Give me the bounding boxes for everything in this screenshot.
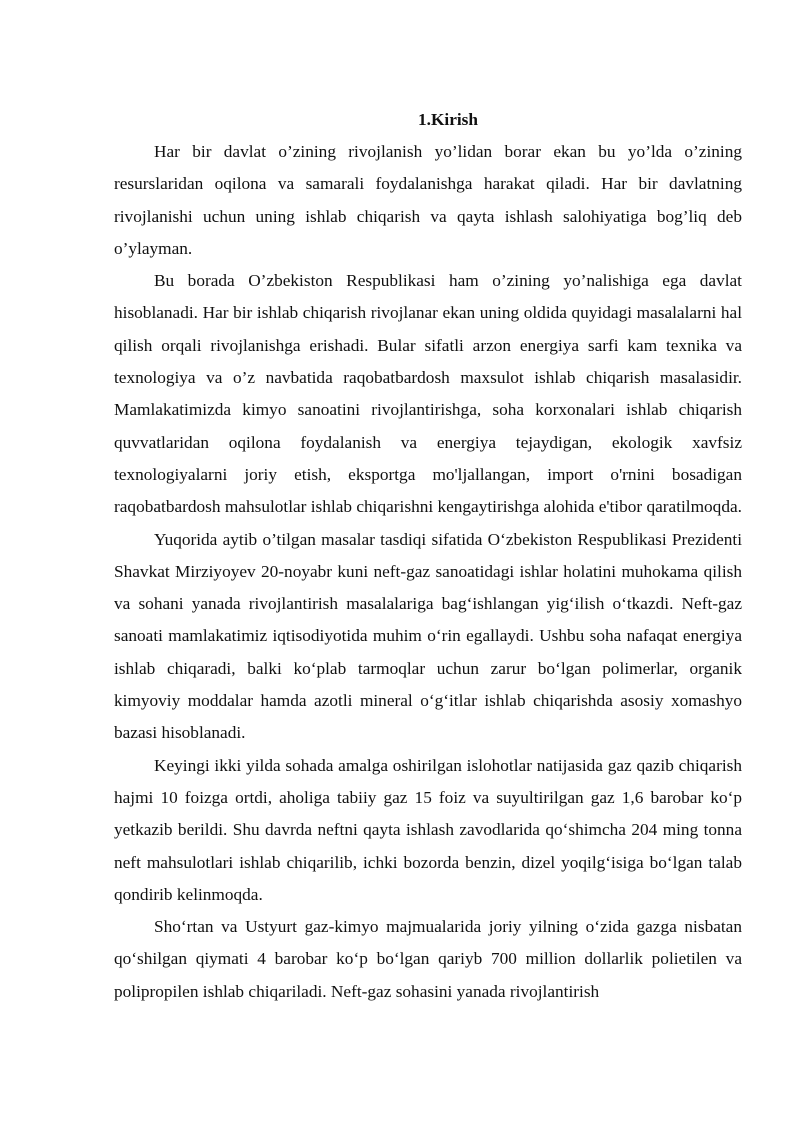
paragraph-5: Sho‘rtan va Ustyurt gaz-kimyo majmualarida joriy yilning o‘zida gazga nisbatan qo‘shilgan qiymati 4 barobar ko‘p bo‘lgan qariyb 700 million dollarlik polietilen va polipropilen ishlab chiqariladi. Neft-gaz sohasini yanada rivojlantirish <box>114 917 742 1001</box>
section-heading: 1.Kirish <box>417 110 478 129</box>
paragraph-3: Yuqorida aytib o’tilgan masalar tasdiqi sifatida O‘zbekiston Respublikasi Prezidenti Shavkat Mirziyoyev 20-noyabr kuni neft-gaz sanoatidagi ishlar holatini muhokama qilish va sohani yanada rivojlantirish masalalariga bag‘ishlangan yig‘ilish o‘tkazdi. Neft-gaz sanoati mamlakatimiz iqtisodiyotida muhim o‘rin egallaydi. Ushbu soha nafaqat energiya ishlab chiqaradi, balki ko‘plab tarmoqlar uchun zarur bo‘lgan polimerlar, organik kimyoviy moddalar hamda azotli mineral o‘g‘itlar ishlab chiqarishda asosiy xomashyo bazasi hisoblanadi. <box>114 529 742 743</box>
paragraph-4: Keyingi ikki yilda sohada amalga oshirilgan islohotlar natijasida gaz qazib chiqarish hajmi 10 foizga ortdi, aholiga tabiiy gaz 15 foiz va suyultirilgan gaz 1,6 barobar ko‘p yetkazib berildi. Shu davrda neftni qayta ishlash zavodlarida qo‘shimcha 204 ming tonna neft mahsulotlari ishlab chiqarilib, ichki bozorda benzin, dizel yoqilg‘isiga bo‘lgan talab qondirib kelinmoqda. <box>114 755 742 904</box>
paragraph-1: Har bir davlat o’zining rivojlanish yo’lidan borar ekan bu yo’lda o’zining resurslaridan oqilona va samarali foydalanishga harakat qiladi. Har bir davlatning rivojlanishi uchun uning ishlab chiqarish va qayta ishlash salohiyatiga bog’liq deb o’ylayman. <box>114 142 742 258</box>
paragraph-2: Bu borada O’zbekiston Respublikasi ham o’zining yo’nalishiga ega davlat hisoblanadi. Har bir ishlab chiqarish rivojlanar ekan uning oldida quyidagi masalalarni hal qilish orqali rivojlanishga erishadi. Bular sifatli arzon energiya sarfi kam texnika va texnologiya va o’z navbatida raqobatbardosh maxsulot ishlab chiqarish masalasidir. Mamlakatimizda kimyo sanoatini rivojlantirishga, soha korxonalari ishlab chiqarish quvvatlaridan oqilona foydalanish va energiya tejaydigan, ekologik xavfsiz texnologiyalarni joriy etish, eksportga mo'ljallangan, import o'rnini bosadigan raqobatbardosh mahsulotlar ishlab chiqarishni kengaytirishga alohida e'tibor qaratilmoqda. <box>114 271 742 517</box>
document-body <box>114 106 742 1008</box>
